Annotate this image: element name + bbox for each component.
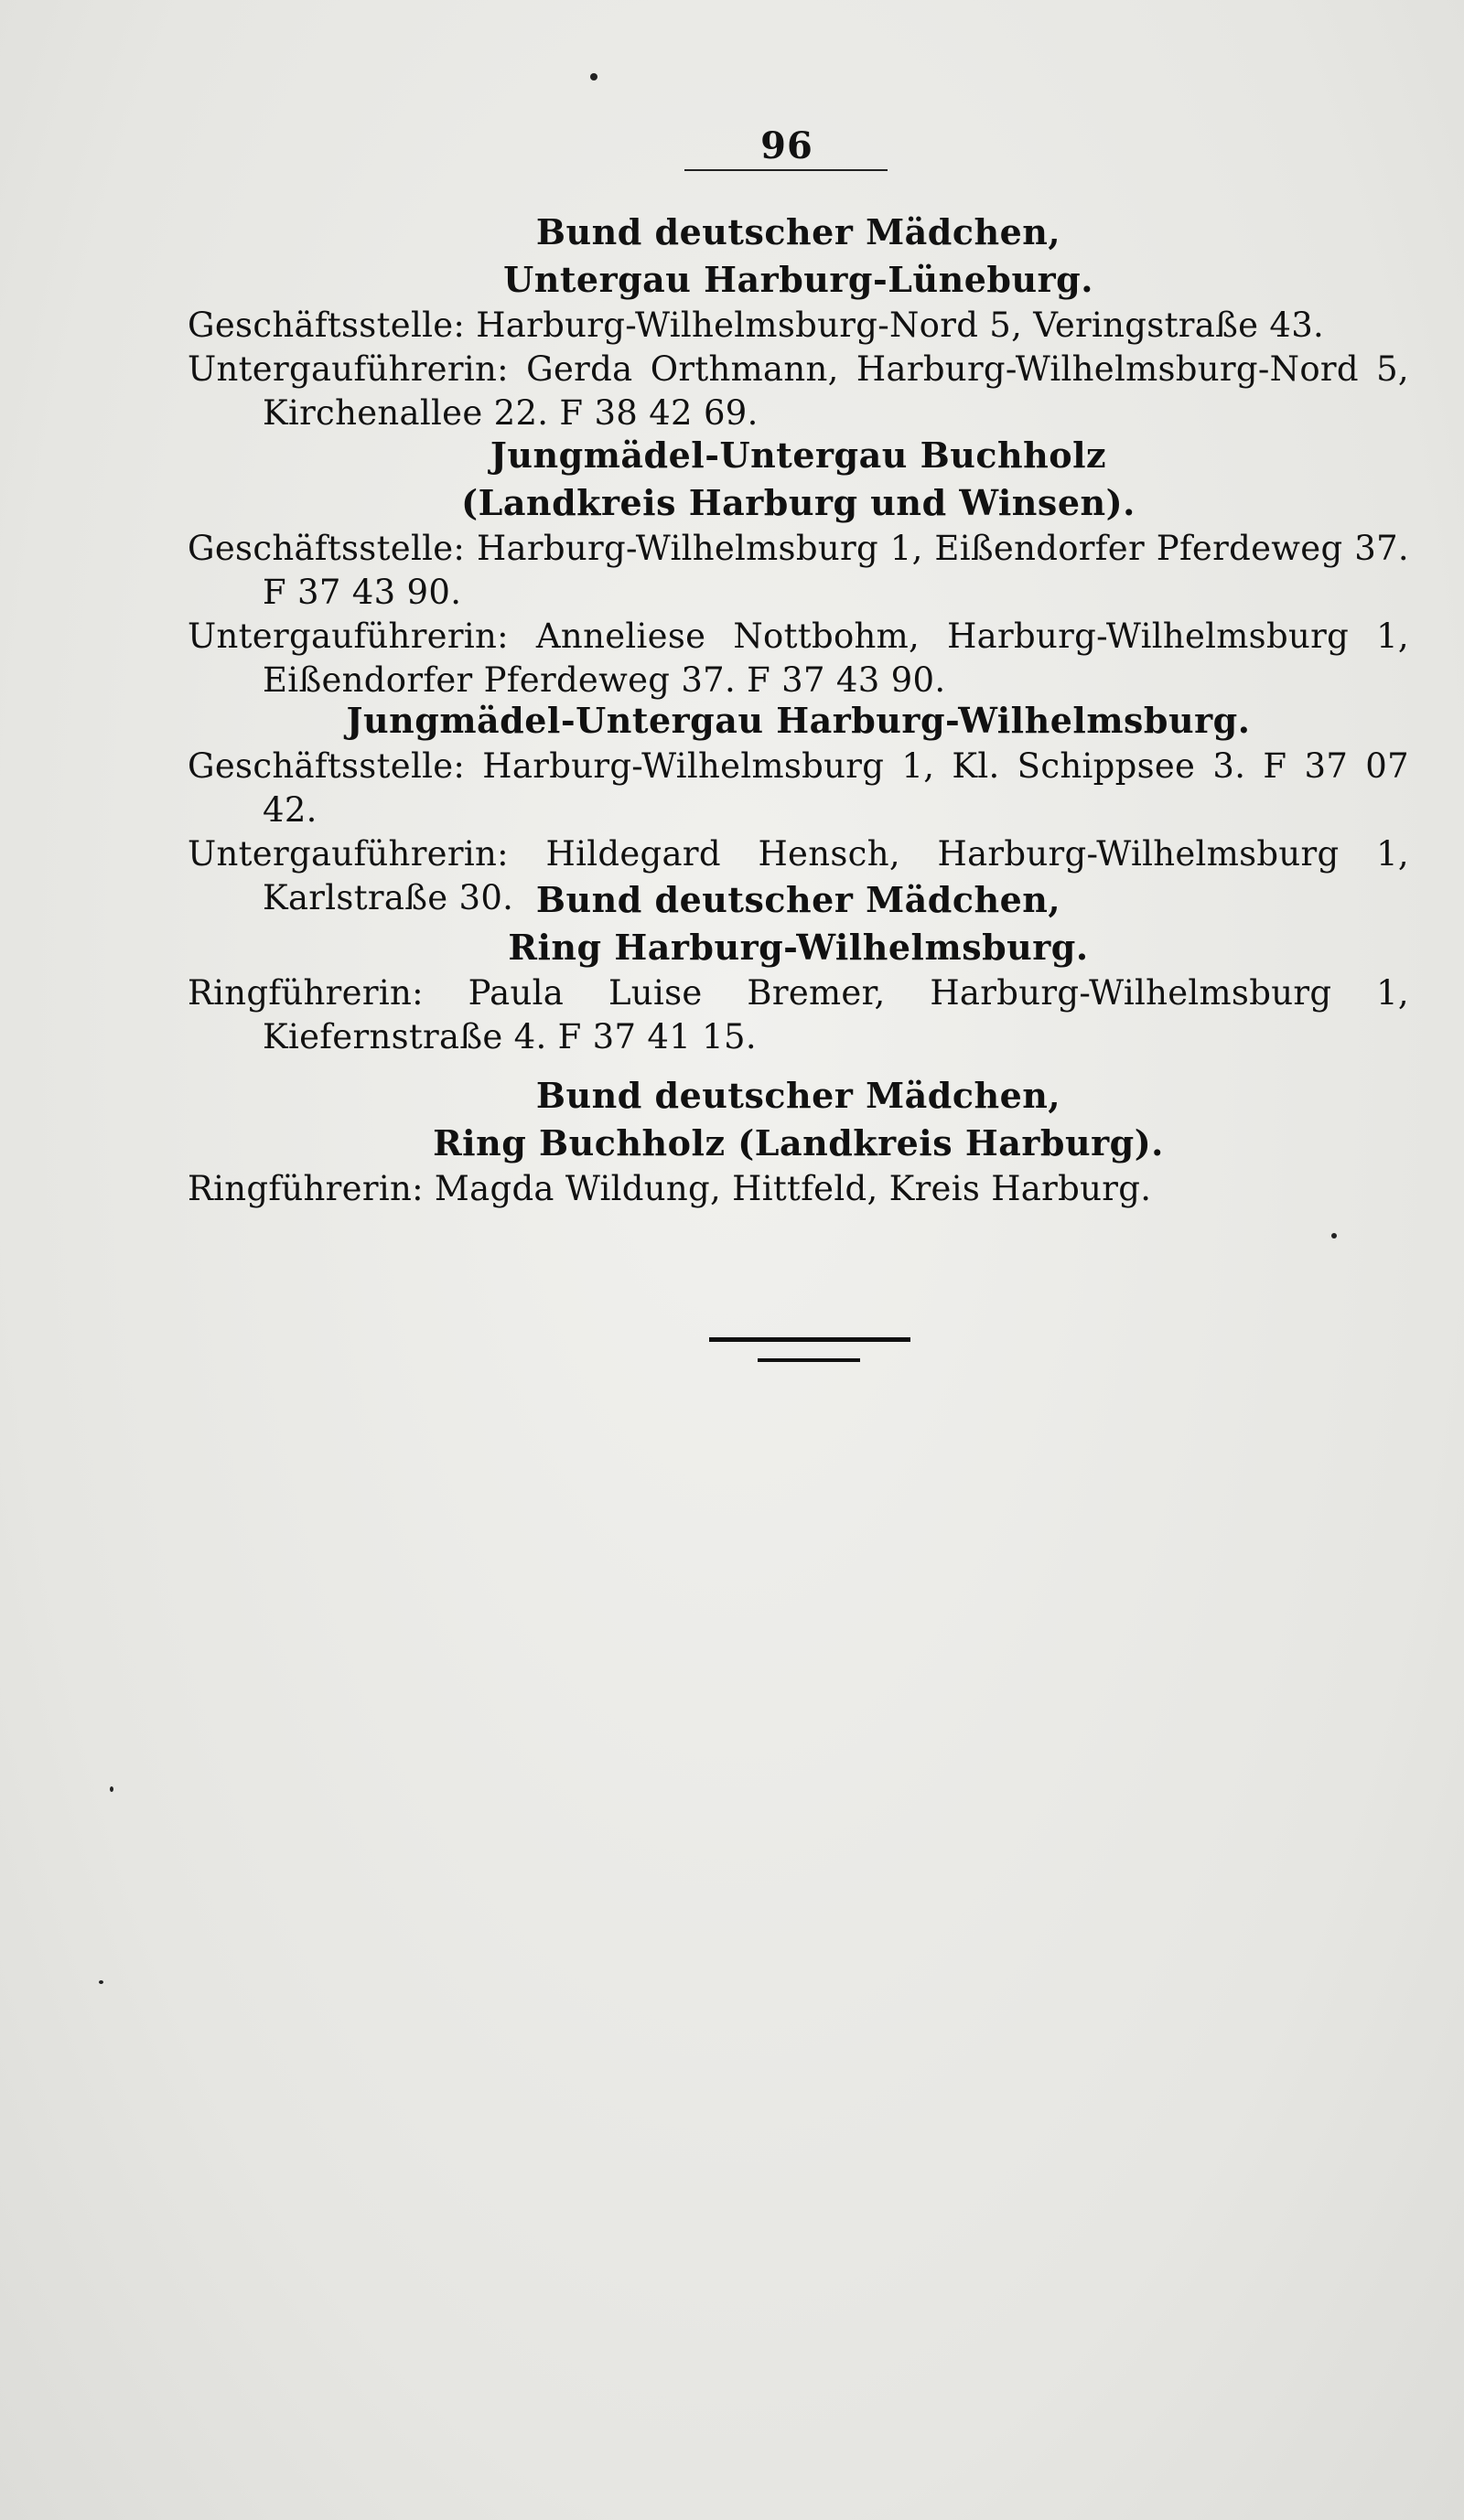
section-subheading: Ring Buchholz (Landkreis Harburg).: [433, 1122, 1164, 1163]
entry-geschaeftsstelle: Geschäftsstelle: Harburg-Wilhelmsburg 1, Kl. Schippsee 3. F 37 07 42.: [188, 746, 1409, 830]
ink-speck: [590, 73, 597, 80]
entry-untergaufuehrerin: Untergauführerin: Gerda Orthmann, Harburg-Wilhelmsburg-Nord 5, Kirchenallee 22. F 38 42 69.: [188, 349, 1409, 433]
section-heading: Bund deutscher Mädchen,: [535, 879, 1061, 920]
entry-untergaufuehrerin: Untergauführerin: Hildegard Hensch, Harburg-Wilhelmsburg 1, Karlstraße 30.: [188, 834, 1409, 917]
section-subheading: Untergau Harburg-Lüneburg.: [503, 259, 1093, 300]
section-heading: Bund deutscher Mädchen,: [535, 211, 1061, 252]
page-number-rule: [684, 169, 888, 171]
section-subheading: Ring Harburg-Wilhelmsburg.: [508, 927, 1089, 968]
ink-speck: [1331, 1233, 1337, 1239]
entry-untergaufuehrerin: Untergauführerin: Anneliese Nottbohm, Harburg-Wilhelmsburg 1, Eißendorfer Pferdeweg 37. F 37 43 90.: [188, 617, 1409, 700]
section-heading: Jungmädel-Untergau Buchholz: [490, 434, 1107, 476]
entry-geschaeftsstelle: Geschäftsstelle: Harburg-Wilhelmsburg 1, Eißendorfer Pferdeweg 37. F 37 43 90.: [188, 529, 1409, 612]
section-subheading: (Landkreis Harburg und Winsen).: [461, 482, 1136, 523]
entry-ringfuehrerin: Ringführerin: Magda Wildung, Hittfeld, Kreis Harburg.: [188, 1169, 1152, 1208]
entry-ringfuehrerin: Ringführerin: Paula Luise Bremer, Harburg-Wilhelmsburg 1, Kiefernstraße 4. F 37 41 15.: [188, 973, 1409, 1056]
page-number: 96: [760, 124, 813, 167]
section-heading: Jungmädel-Untergau Harburg-Wilhelmsburg.: [346, 700, 1251, 741]
entry-geschaeftsstelle: Geschäftsstelle: Harburg-Wilhelmsburg-Nord 5, Veringstraße 43.: [188, 306, 1325, 345]
section-jm-untergau-buchholz: [188, 432, 1409, 702]
section-heading: Bund deutscher Mädchen,: [535, 1075, 1061, 1116]
end-rule-long: [709, 1337, 910, 1342]
end-rule-short: [758, 1358, 860, 1362]
section-bdm-ring-buchholz: [188, 1072, 1409, 1211]
section-bdm-ring-harburg-wilhelmsburg: [188, 876, 1409, 1059]
section-bdm-untergau-harburg-lueneburg: [188, 209, 1409, 435]
ink-speck: [99, 1980, 103, 1984]
ink-speck: [110, 1786, 113, 1792]
